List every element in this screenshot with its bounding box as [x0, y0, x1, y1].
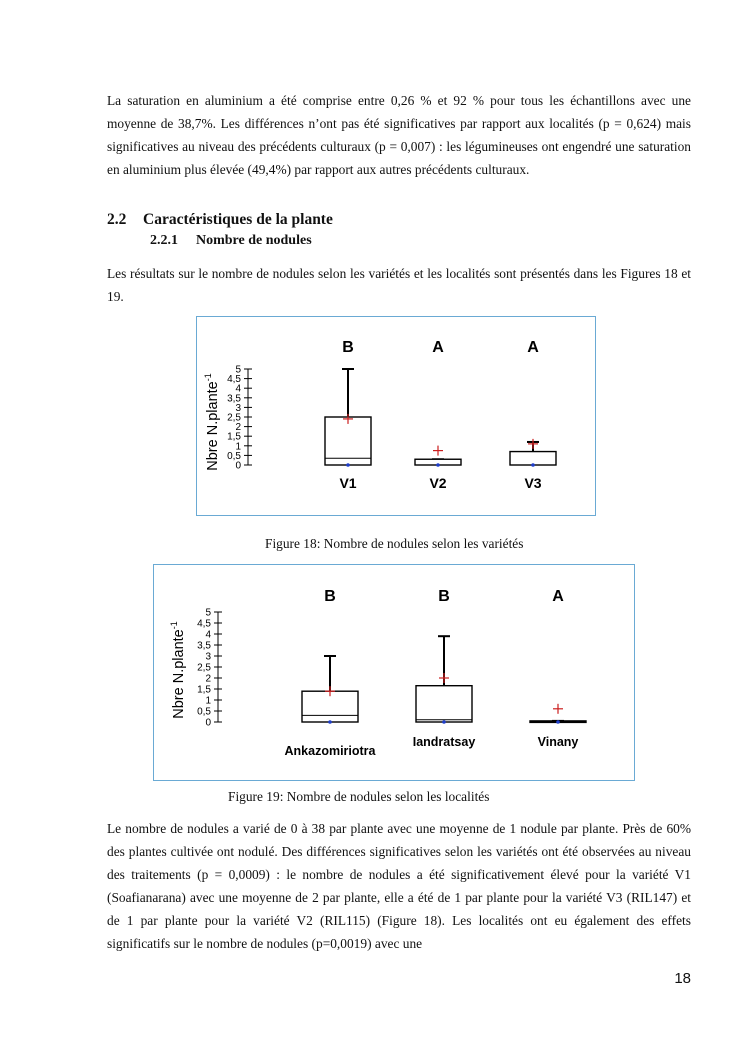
y-tick-label: 3,5	[197, 640, 211, 652]
y-tick-label: 4,5	[227, 374, 241, 386]
y-tick-label: 2,5	[227, 412, 241, 424]
subsection-heading	[150, 233, 312, 249]
data-point	[531, 463, 535, 467]
figure-19	[153, 564, 635, 781]
figure-18-caption: Figure 18: Nombre de nodules selon les variétés	[265, 536, 524, 551]
subsection-title: Nombre de nodules	[196, 233, 312, 248]
y-tick-label: 3,5	[227, 393, 241, 405]
figure-19-caption: Figure 19: Nombre de nodules selon les localités	[228, 789, 490, 804]
y-tick-label: 2	[235, 422, 241, 434]
significance-letter: B	[342, 339, 354, 356]
y-tick-label: 0,5	[197, 706, 211, 718]
section-number: 2.2	[107, 211, 127, 228]
category-label: Iandratsay	[412, 735, 476, 749]
data-point	[346, 463, 350, 467]
y-tick-label: 0	[205, 717, 211, 729]
category-label: V3	[524, 475, 542, 491]
y-tick-label: 4,5	[197, 618, 211, 630]
significance-letter: A	[552, 588, 564, 605]
section-heading	[107, 211, 333, 229]
y-axis-label-superscript: -1	[169, 621, 179, 630]
y-tick-label: 2	[205, 673, 211, 685]
category-label: Vinany	[537, 735, 579, 749]
y-tick-label: 5	[205, 607, 211, 619]
subsection-number: 2.2.1	[150, 233, 178, 248]
y-tick-label: 5	[235, 364, 241, 376]
y-axis-label: Nbre N.plante$^{-1}$	[203, 373, 221, 471]
y-tick-label: 2,5	[197, 662, 211, 674]
figure-18	[196, 316, 596, 516]
paragraph-intro-figures: Les résultats sur le nombre de nodules selon les variétés et les localités sont présentés dans les Figures 18 et 19.	[107, 266, 691, 304]
paragraph-results: Le nombre de nodules a varié de 0 à 38 par plante avec une moyenne de 1 nodule par plante. Près de 60% des plantes cultivée ont nodulé. Des différences significatives selon les variétés ont été observées au niveau des traitements (p = 0,0009) : le nombre de nodules a été significativement élevé pour la variété V1 (Soafianarana) avec une moyenne de 2 par plante, elle a été de 1 par plante pour la variété V3 (RIL147) et de 1 par plante pour la variété V2 (RIL115) (Figure 18). Les localités ont eu également des effets significatifs sur le nombre de nodules (p=0,0019) avec une	[107, 821, 691, 951]
y-tick-label: 4	[235, 383, 241, 395]
figure-19-boxplot	[154, 565, 634, 780]
y-tick-label: 3	[205, 651, 211, 663]
page-number: 18	[674, 970, 691, 987]
y-tick-label: 1,5	[197, 684, 211, 696]
section-title: Caractéristiques de la plante	[143, 211, 333, 228]
significance-letter: A	[527, 339, 539, 356]
paragraph-aluminium: La saturation en aluminium a été comprise entre 0,26 % et 92 % pour tous les échantillons avec une moyenne de 38,7%. Les différences n’ont pas été significatives par rapport aux localités (p = 0,624) mais significatives au niveau des précédents culturaux (p = 0,007) : les légumineuses ont engendré une saturation en aluminium plus élevée (49,4%) par rapport aux autres précédents culturaux.	[107, 93, 691, 177]
category-label: Ankazomiriotra	[284, 744, 376, 758]
data-point	[436, 463, 440, 467]
y-tick-label: 3	[235, 402, 241, 414]
y-tick-label: 0	[235, 460, 241, 472]
y-tick-label: 0,5	[227, 450, 241, 462]
box	[416, 686, 472, 722]
y-axis-label: Nbre N.plante$^{-1}$	[169, 621, 187, 719]
y-tick-label: 1	[235, 441, 241, 453]
data-point	[442, 720, 446, 724]
significance-letter: A	[432, 339, 444, 356]
y-tick-label: 4	[205, 629, 211, 641]
figure-18-boxplot	[197, 317, 595, 515]
significance-letter: B	[438, 588, 450, 605]
y-tick-label: 1	[205, 695, 211, 707]
box	[510, 452, 556, 465]
category-label: V1	[339, 475, 357, 491]
y-axis-label-superscript: -1	[203, 373, 213, 382]
category-label: V2	[429, 475, 447, 491]
data-point	[328, 720, 332, 724]
data-point	[556, 720, 560, 724]
y-tick-label: 1,5	[227, 431, 241, 443]
significance-letter: B	[324, 588, 336, 605]
